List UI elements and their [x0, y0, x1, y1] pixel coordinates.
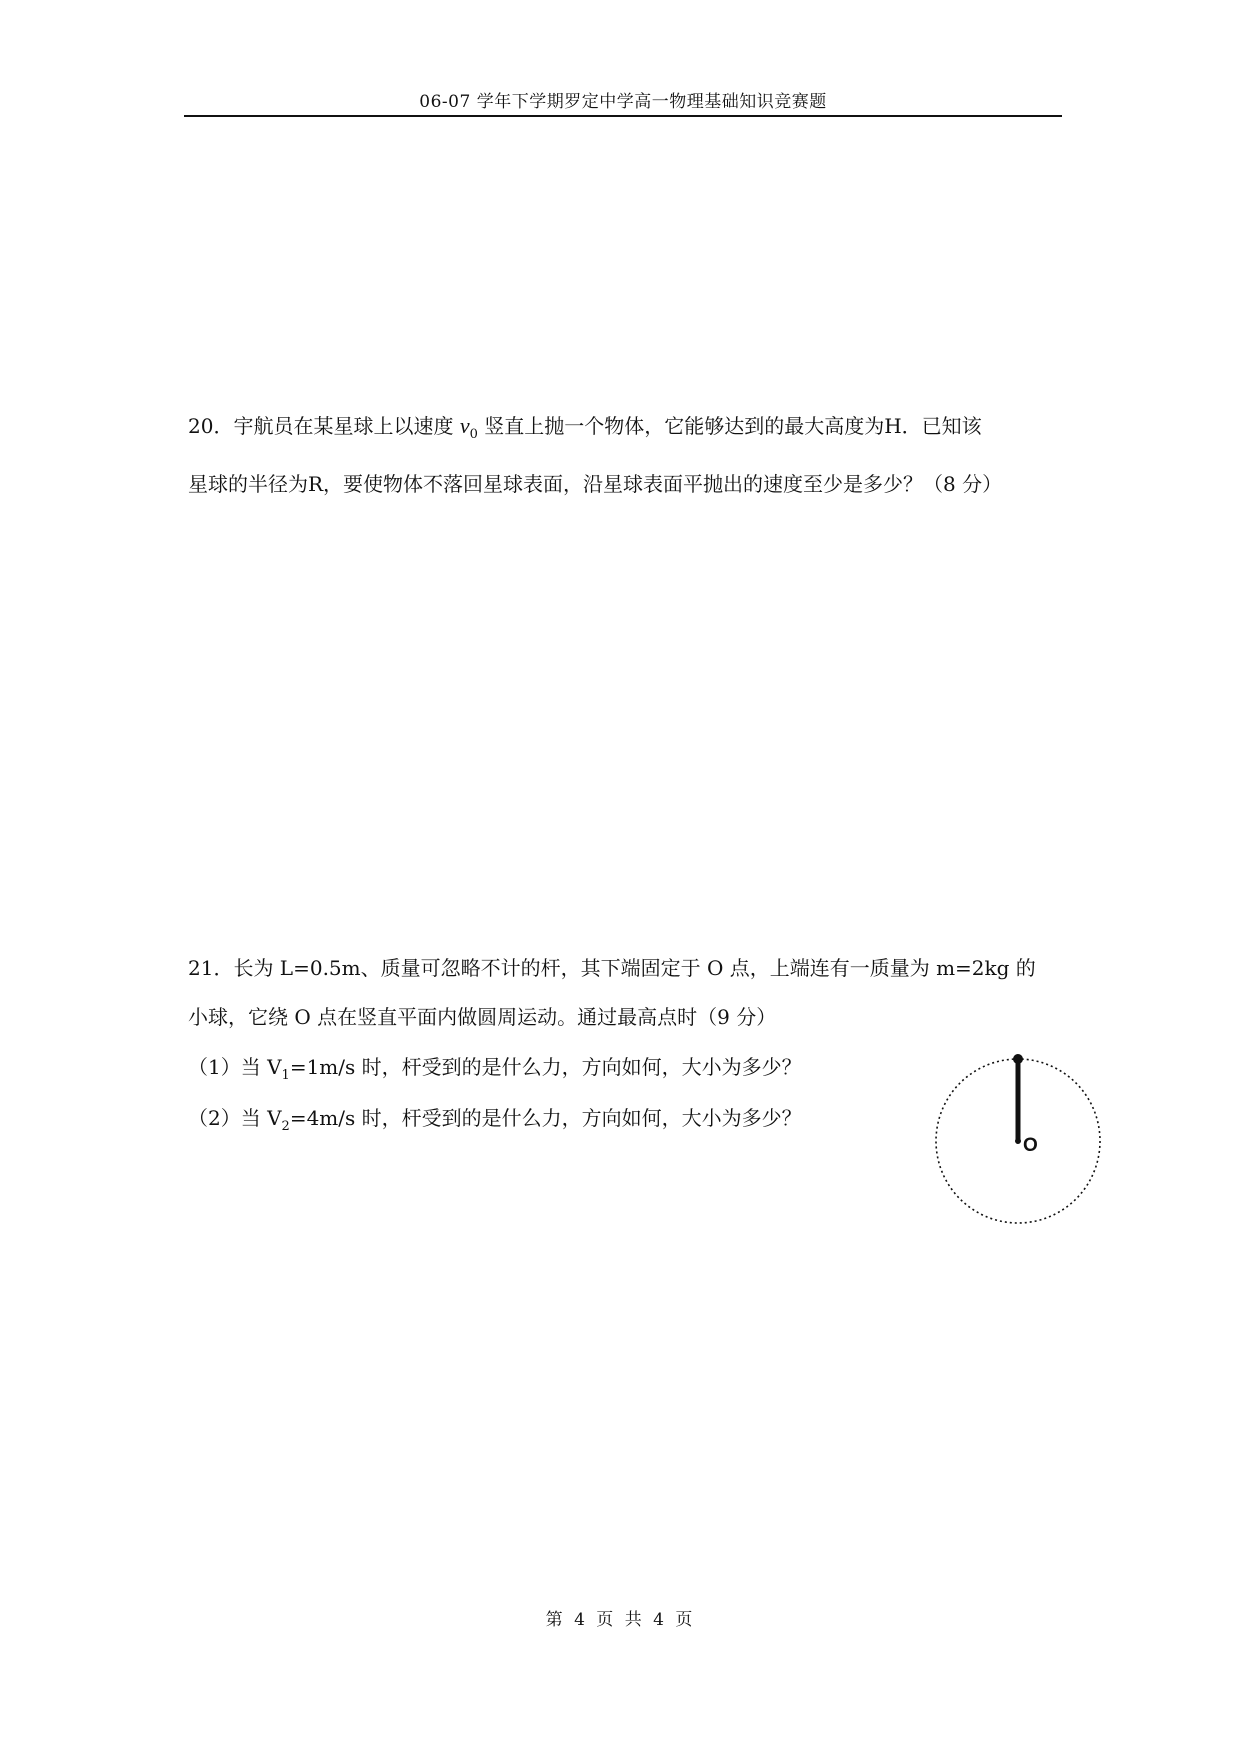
question-21-subquestion-2: （2）当 $V_2=4m/s$ 时，杆受到的是什么力，方向如何，大小为多少？ — [188, 1106, 802, 1134]
question-20-text-b: 竖直上抛一个物体，它能够达到的最大高度为H．已知该 — [477, 414, 982, 438]
ball — [1013, 1054, 1023, 1064]
question-20-line-1 — [188, 411, 982, 450]
header-rule — [184, 115, 1062, 117]
question-21-subquestion-1: （1）当 $V_1=1m/s$ 时，杆受到的是什么力，方向如何，大小为多少？ — [188, 1055, 802, 1083]
page-footer: 第 4 页 共 4 页 — [545, 1610, 696, 1630]
page-header-title: 06-07 学年下学期罗定中学高一物理基础知识竞赛题 — [419, 92, 827, 112]
question-21-line-2: 小球，它绕 O 点在竖直平面内做圆周运动。通过最高点时（9 分） — [188, 1005, 777, 1029]
pivot-label: O — [1023, 1135, 1038, 1156]
rod-circle-diagram — [930, 1040, 1110, 1230]
question-21-line-1: 21．长为 L=0.5m、质量可忽略不计的杆，其下端固定于 O 点，上端连有一质量为 m=2kg 的 — [188, 956, 1036, 980]
question-20-line-2: 星球的半径为R，要使物体不落回星球表面，沿星球表面平抛出的速度至少是多少？（8 分） — [188, 472, 1003, 496]
pivot-point — [1015, 1138, 1021, 1144]
velocity-subscript: 0 — [469, 427, 478, 442]
question-20-text-a: 20．宇航员在某星球上以速度 — [188, 414, 460, 438]
velocity-symbol: v — [459, 413, 470, 438]
